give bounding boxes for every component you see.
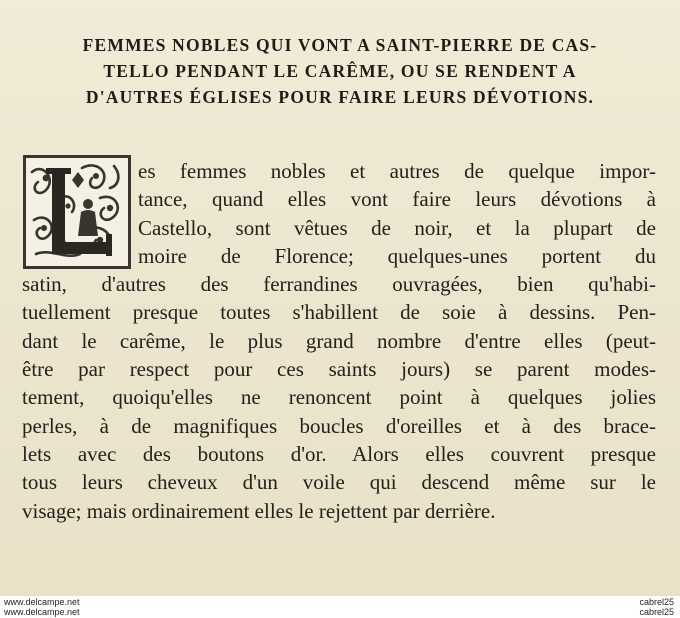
footer-site-link[interactable]: www.delcampe.net bbox=[4, 607, 80, 617]
text-line: être par respect pour ces saints jours) se parent modes- bbox=[22, 357, 656, 382]
text-line: visage; mais ordinairement elles le rejettent par derrière. bbox=[22, 498, 496, 523]
text-line: tous leurs cheveux d'un voile qui descend même sur le bbox=[22, 470, 656, 495]
text-line: moire de Florence; quelques-unes portent du bbox=[138, 243, 656, 268]
watermark-footer bbox=[0, 596, 680, 618]
footer-seller-name: cabrel25 bbox=[639, 597, 674, 607]
chapter-heading bbox=[20, 32, 660, 110]
heading-line: TELLO PENDANT LE CARÊME, OU SE RENDENT A bbox=[103, 61, 577, 81]
body-paragraph bbox=[22, 157, 656, 525]
text-line: Castello, sont vêtues de noir, et la plupart de bbox=[138, 215, 656, 240]
text-line: lets avec des boutons d'or. Alors elles couvrent presque bbox=[22, 441, 656, 466]
text-line: es femmes nobles et autres de quelque impor- bbox=[138, 159, 656, 183]
heading-line: D'AUTRES ÉGLISES POUR FAIRE LEURS DÉVOTIONS. bbox=[85, 87, 595, 107]
heading-line: FEMMES NOBLES QUI VONT A SAINT-PIERRE DE CAS- bbox=[82, 35, 598, 55]
footer-seller-name: cabrel25 bbox=[639, 607, 674, 617]
text-line: tance, quand elles vont faire leurs dévotions à bbox=[138, 187, 656, 212]
text-line: perles, à de magnifiques boucles d'oreilles et à des brace- bbox=[22, 413, 656, 438]
text-line: tement, quoiqu'elles ne renoncent point à quelques jolies bbox=[22, 385, 656, 410]
text-line: tuellement presque toutes s'habillent de soie à dessins. Pen- bbox=[22, 300, 656, 325]
text-line: dant le carême, le plus grand nombre d'entre elles (peut- bbox=[22, 328, 656, 353]
text-line: satin, d'autres des ferrandines ouvragées, bien qu'habi- bbox=[22, 272, 656, 297]
footer-site-link[interactable]: www.delcampe.net bbox=[4, 597, 80, 607]
